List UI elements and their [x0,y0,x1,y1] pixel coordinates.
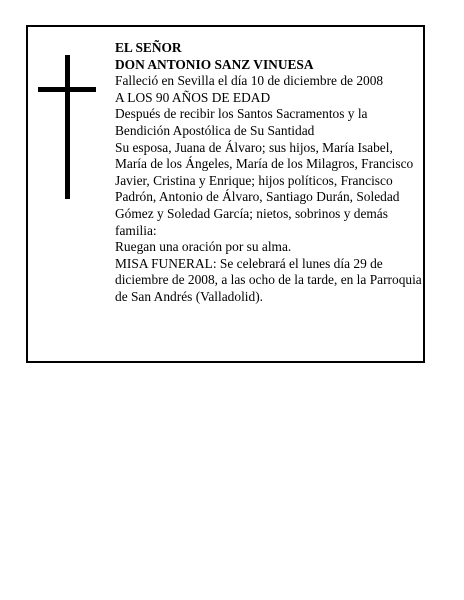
sacraments-statement: Después de recibir los Santos Sacramentos y la Bendición Apostólica de Su Santidad [115,106,368,138]
prayer-request: Ruegan una oración por su alma. [115,239,292,255]
obituary-text [115,40,423,306]
cross-vertical-bar [65,55,70,199]
funeral-mass-info: MISA FUNERAL: Se celebrará el lunes día 29 de diciembre de 2008, a las ocho de la tarde, en la Parroquia de San Andrés (Valladolid). [115,255,422,304]
family-statement: Su esposa, Juana de Álvaro; sus hijos, María Isabel, María de los Ángeles, María de los Milagros, Francisco Javier, Cristina y Enrique; hijos políticos, Francisco Padrón, Antonio de Álvaro, Santiago Durán, Soledad Gómez y Soledad García; nietos, sobrinos y demás familia: [115,139,414,238]
age-statement: A LOS 90 AÑOS DE EDAD [115,89,271,105]
deceased-name: DON ANTONIO SANZ VINUESA [115,56,314,72]
cross-horizontal-bar [38,87,96,92]
obituary-notice [26,25,425,363]
death-statement: Falleció en Sevilla el día 10 de diciembre de 2008 [115,73,384,89]
cross-icon [38,55,96,199]
obituary-title: EL SEÑOR [115,40,182,55]
